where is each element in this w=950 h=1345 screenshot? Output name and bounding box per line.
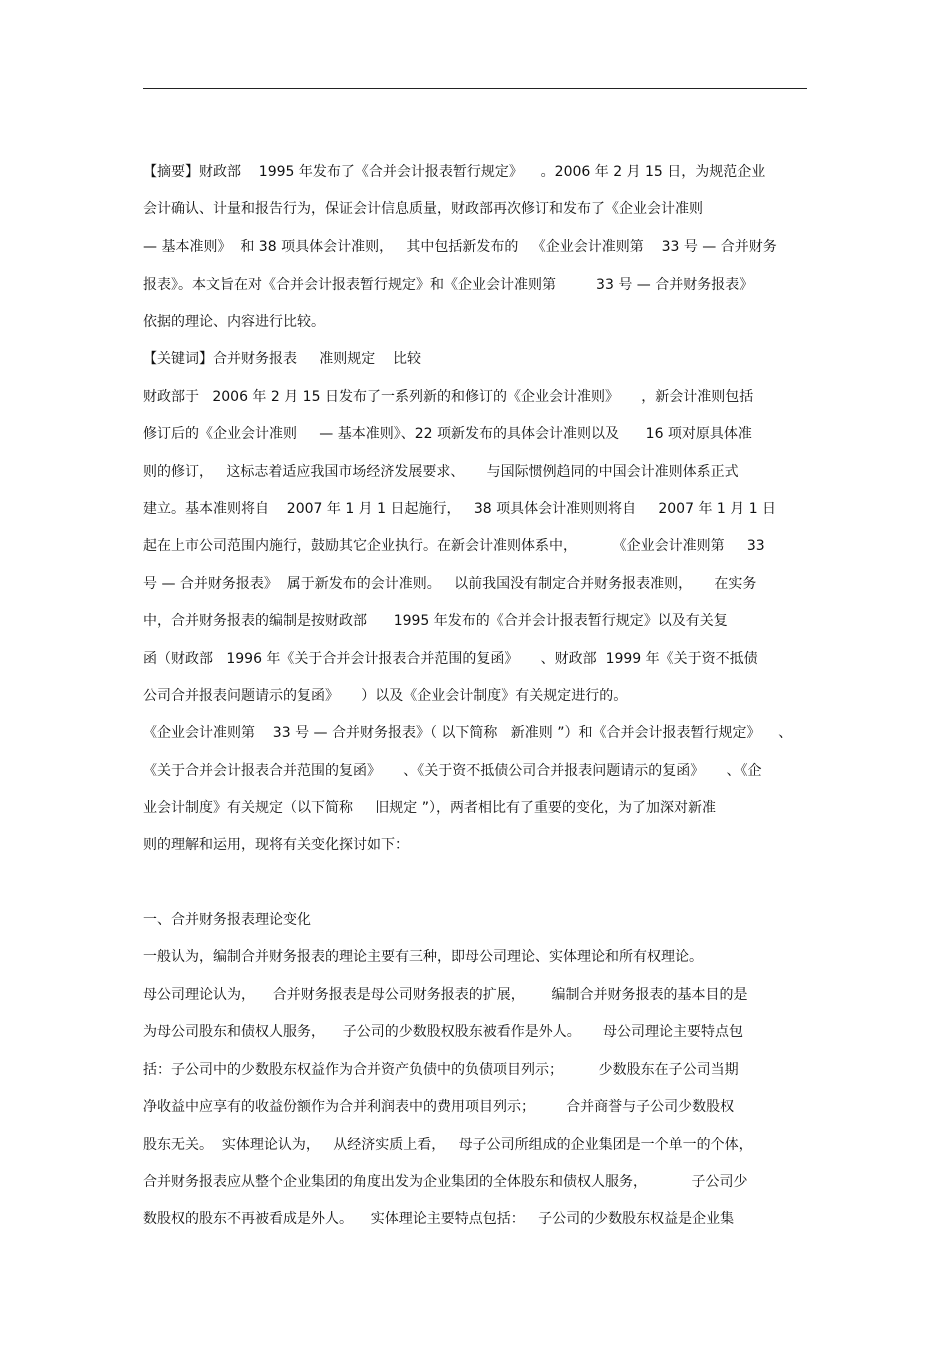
section-line-3: 为母公司股东和债权人服务， 子公司的少数股权股东被看作是外人。 母公司理论主要特点包 [143,1024,744,1040]
body-line-6: 号 — 合并财务报表》 属于新发布的会计准则。 以前我国没有制定合并财务报表准则， 在实务 [143,576,757,592]
body-line-1: 财政部于 2006 年 2 月 15 日发布了一系列新的和修订的《企业会计准则》 ，新会计准则包括 [143,389,754,405]
body-line-9: 公司合并报表问题请示的复函》 ）以及《企业会计制度》有关规定进行的。 [143,688,628,704]
body-line-11: 《关于合并会计报表合并范围的复函》 、《关于资不抵债公司合并报表问题请示的复函》 、《企 [143,763,762,779]
body-line-12: 业会计制度》有关规定（以下简称 旧规定 ”），两者相比有了重要的变化，为了加深对新准 [143,800,716,816]
body-line-3: 则的修订， 这标志着适应我国市场经济发展要求、 与国际惯例趋同的中国会计准则体系正式 [143,464,739,480]
section-line-1: 一般认为，编制合并财务报表的理论主要有三种，即母公司理论、实体理论和所有权理论。 [143,949,703,965]
abstract-line-1: 【摘要】财政部 1995 年发布了《合并会计报表暂行规定》 。2006 年 2 月 15 日，为规范企业 [143,164,766,180]
section-line-4: 括：子公司中的少数股东权益作为合并资产负债中的负债项目列示； 少数股东在子公司当期 [143,1062,739,1078]
abstract-line-4: 报表》。本文旨在对《合并会计报表暂行规定》和《企业会计准则第 33 号 — 合并财务报表》 [143,277,754,293]
body-line-13: 则的理解和运用，现将有关变化探讨如下： [143,837,409,853]
section-heading: 一、合并财务报表理论变化 [143,912,311,928]
body-line-4: 建立。基本准则将自 2007 年 1 月 1 日起施行， 38 项具体会计准则则将自 2007 年 1 月 1 日 [143,501,777,517]
abstract-line-5: 依据的理论、内容进行比较。 [143,314,325,330]
abstract-line-2: 会计确认、计量和报告行为，保证会计信息质量，财政部再次修订和发布了《企业会计准则 [143,201,703,217]
header-rule [143,88,807,89]
keywords-line: 【关键词】合并财务报表 准则规定 比较 [143,351,422,367]
section-line-7: 合并财务报表应从整个企业集团的角度出发为企业集团的全体股东和债权人服务， 子公司少 [143,1174,748,1190]
section-line-5: 净收益中应享有的收益份额作为合并利润表中的费用项目列示； 合并商誉与子公司少数股权 [143,1099,735,1115]
body-line-2: 修订后的《企业会计准则 — 基本准则》、22 项新发布的具体会计准则以及 16 项对原具体准 [143,426,752,442]
abstract-line-3: — 基本准则》 和 38 项具体会计准则， 其中包括新发布的 《企业会计准则第 33 号 — 合并财务 [143,239,777,255]
section-line-2: 母公司理论认为， 合并财务报表是母公司财务报表的扩展， 编制合并财务报表的基本目的是 [143,987,748,1003]
body-line-5: 起在上市公司范围内施行，鼓励其它企业执行。在新会计准则体系中， 《企业会计准则第 33 [143,538,765,554]
body-line-10: 《企业会计准则第 33 号 — 合并财务报表》（ 以下简称 新准则 ”）和《合并会计报表暂行规定》 、 [143,725,793,741]
section-line-6: 股东无关。 实体理论认为， 从经济实质上看， 母子公司所组成的企业集团是一个单一的个体， [143,1137,753,1153]
body-line-8: 函（财政部 1996 年《关于合并会计报表合并范围的复函》 、财政部 1999 年《关于资不抵债 [143,651,758,667]
section-line-8: 数股权的股东不再被看成是外人。 实体理论主要特点包括： 子公司的少数股东权益是企业集 [143,1211,735,1227]
body-line-7: 中，合并财务报表的编制是按财政部 1995 年发布的《合并会计报表暂行规定》以及有关复 [143,613,728,629]
